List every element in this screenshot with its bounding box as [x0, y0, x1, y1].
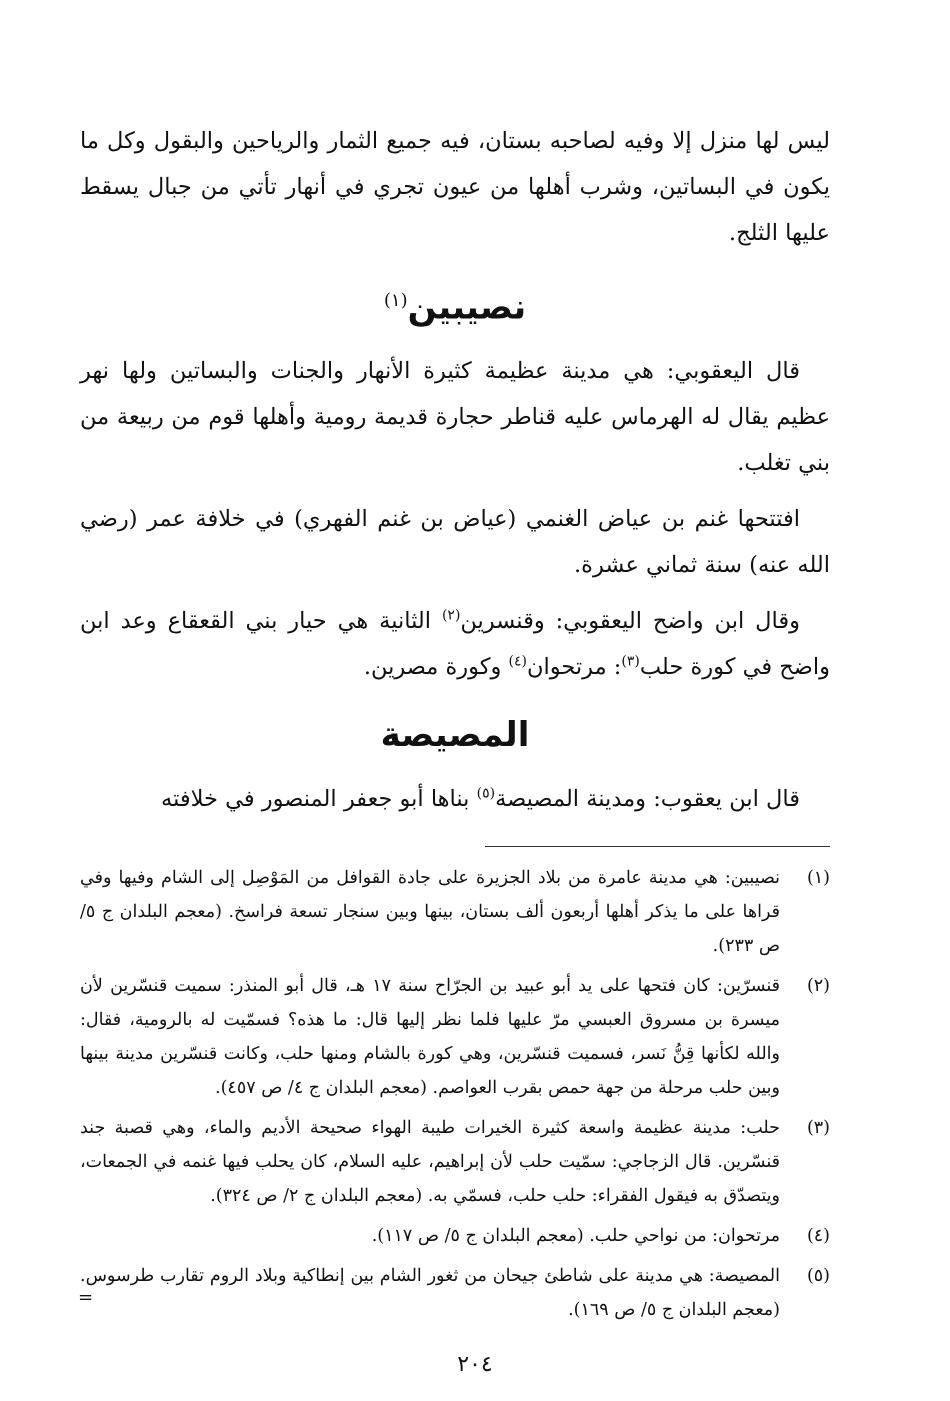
footnote-number: (٤) — [806, 1226, 830, 1247]
intro-paragraph: ليس لها منزل إلا وفيه لصاحبه بستان، فيه جميع الثمار والرياحين والبقول وكل ما يكون في البساتين، وشرب أهلها من عيون تجري في أنهار تأتي من جبال يسقط عليها الثلج. — [80, 128, 830, 246]
nusaybin-paragraph-2: افتتحها غنم بن عياض الغنمي (عياض بن غنم الفهري) في خلافة عمر (رضي الله عنه) سنة ثماني عشرة. — [80, 506, 830, 579]
p3-text-b: الثانية هي حيار بني القعقاع وعد ابن واضح في كورة حلب — [80, 608, 830, 681]
section-heading-massisa — [80, 710, 830, 760]
nusaybin-paragraph-1: قال اليعقوبي: هي مدينة عظيمة كثيرة الأنهار والجنات والبساتين ولها نهر عظيم يقال له الهرماس عليه قناطر حجارة قديمة رومية وأهلها قوم من ربيعة من بني تغلب. — [80, 358, 830, 477]
massisa-text-b: بناها أبو جعفر المنصور في خلافته — [161, 786, 477, 813]
footnote-number: (٣) — [806, 1118, 830, 1139]
footnote-item — [80, 969, 830, 1105]
footnote-ref-1: (١) — [383, 290, 408, 311]
footnote-ref-5: (٥) — [476, 785, 496, 802]
footnote-item — [80, 1111, 830, 1213]
massisa-paragraph-1 — [80, 776, 830, 822]
footnote-item — [80, 1259, 830, 1327]
section-heading-nusaybin — [80, 276, 830, 332]
footnotes — [80, 861, 830, 1327]
footnote-ref-2: (٢) — [441, 607, 461, 624]
footnote-text: المصيصة: هي مدينة على شاطئ جيحان من ثغور الشام بين إنطاكية وبلاد الروم تقارب طرسوس. (معجم البلدان ج ٥/ ص ١٦٩). — [80, 1266, 780, 1321]
p3-text-a: وقال ابن واضح اليعقوبي: وقنسرين — [460, 608, 800, 635]
footnote-ref-3: (٣) — [621, 653, 640, 670]
nusaybin-paragraph-3 — [80, 598, 830, 690]
footnote-separator — [485, 846, 830, 847]
footnote-text: حلب: مدينة عظيمة واسعة كثيرة الخيرات طيبة الهواء صحيحة الأديم والماء، وهي قصبة جند قنسّرين. قال الزجاجي: سمّيت حلب لأن إبراهيم، عليه السلام، كان يحلب فيها غنمه في الجمعات، ويتصدّق به فيقول الفقراء: حلب حلب، فسمّي به. (معجم البلدان ج ٢/ ص ٣٢٤). — [80, 1118, 780, 1207]
p3-text-c: : مرتحوان — [526, 654, 622, 681]
footnote-text: نصيبين: هي مدينة عامرة من بلاد الجزيرة على جادة القوافل من المَوْصِل إلى الشام وفيها وفي قراها على ما يذكر أهلها أربعون ألف بستان، بينها وبين سنجار تسعة فراسخ. (معجم البلدان ج ٥/ ص ٢٣٣). — [80, 868, 780, 957]
footnote-text: قنسرّين: كان فتحها على يد أبو عبيد بن الجرّاح سنة ١٧ هـ، قال أبو المنذر: سميت قنسّرين لأن ميسرة بن مسروق العبسي مرّ عليها فلما نظر إليها قال: ما هذه؟ فسمّيت له بالرومية، فقال: والله لكأنها قِنُّ نَسر، فسميت قنسّرين، وهي كورة بالشام ومنها حلب، وكانت قنسّرين مدينة بينها وبين حلب مرحلة من جهة حمص بقرب العواصم. (معجم البلدان ج ٤/ ص ٤٥٧). — [80, 976, 780, 1099]
footnote-text: مرتحوان: من نواحي حلب. (معجم البلدان ج ٥/ ص ١١٧). — [371, 1226, 780, 1247]
book-page — [80, 118, 830, 1378]
continuation-mark: = — [78, 1287, 94, 1308]
page-number: ٢٠٤ — [457, 1352, 493, 1377]
section-title-nusaybin: نصيبين — [407, 287, 527, 328]
footnote-number: (١) — [806, 868, 830, 889]
footnote-item — [80, 861, 830, 963]
footnote-number: (٢) — [806, 976, 830, 997]
footnote-number: (٥) — [806, 1266, 830, 1287]
footnote-ref-4: (٤) — [508, 653, 527, 670]
p3-text-d: وكورة مصرين. — [363, 654, 509, 681]
section-title-massisa: المصيصة — [380, 715, 530, 756]
footnote-item — [80, 1219, 830, 1253]
massisa-text-a: قال ابن يعقوب: ومدينة المصيصة — [495, 786, 800, 813]
